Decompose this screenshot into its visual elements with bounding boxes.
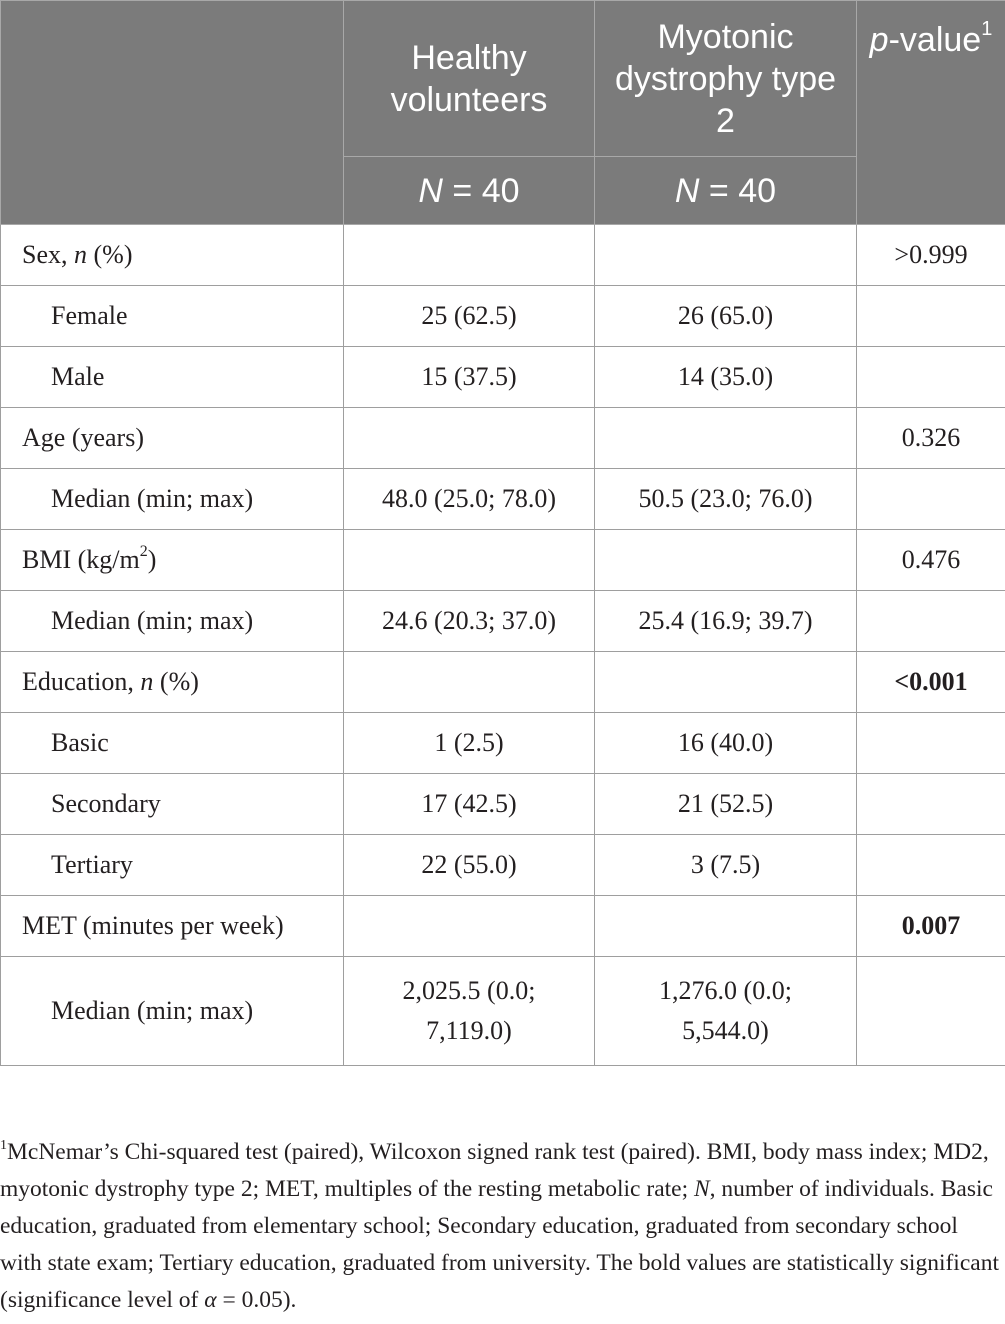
cell-md2 — [595, 530, 857, 591]
cell-md2 — [595, 225, 857, 286]
footnote-text-2: , number of individuals. Basic education, graduated from elementary school; Secondary education, graduated from secondary school with state exam; Tertiary education, graduated from university. The bold values are statistically significant (significance level of — [0, 1176, 999, 1313]
cell-p-value — [857, 835, 1005, 896]
footnote-n-italic: N — [693, 1176, 710, 1202]
row-label: Median (min; max) — [1, 957, 344, 1066]
header-p-italic: p — [869, 21, 889, 59]
cell-hv — [344, 530, 595, 591]
cell-hv — [344, 408, 595, 469]
row-label: Female — [1, 286, 344, 347]
table-row-age-median — [1, 469, 1005, 530]
cell-md2: 25.4 (16.9; 39.7) — [595, 591, 857, 652]
n-value-hv: = 40 — [442, 171, 520, 210]
cell-p-value: <0.001 — [857, 652, 1005, 713]
label-text: BMI (kg/m — [22, 545, 140, 574]
header-row — [1, 1, 1005, 157]
cell-p-value — [857, 713, 1005, 774]
cell-hv: 48.0 (25.0; 78.0) — [344, 469, 595, 530]
cell-hv — [344, 652, 595, 713]
label-italic: n — [74, 240, 87, 269]
row-label: Male — [1, 347, 344, 408]
label-text: Education, — [22, 667, 141, 696]
header-n-md2 — [595, 157, 857, 225]
cell-hv: 22 (55.0) — [344, 835, 595, 896]
row-label — [1, 225, 344, 286]
header-p-sup: 1 — [981, 17, 993, 40]
cell-hv — [344, 225, 595, 286]
cell-p-value — [857, 347, 1005, 408]
row-label: MET (minutes per week) — [1, 896, 344, 957]
row-label — [1, 530, 344, 591]
table-row-secondary — [1, 774, 1005, 835]
row-label: Basic — [1, 713, 344, 774]
cell-line-2: 5,544.0) — [682, 1016, 769, 1045]
cell-md2: 21 (52.5) — [595, 774, 857, 835]
footnote-text-1: McNemar’s Chi-squared test (paired), Wilcoxon signed rank test (paired). BMI, body mass index; MD2, myotonic dystrophy type 2; MET, multiples of the resting metabolic rate; — [0, 1139, 989, 1202]
table-row-age — [1, 408, 1005, 469]
row-label: Age (years) — [1, 408, 344, 469]
cell-p-value: >0.999 — [857, 225, 1005, 286]
cell-p-value — [857, 469, 1005, 530]
header-empty-cell — [1, 1, 344, 225]
table-row-bmi-median — [1, 591, 1005, 652]
footnote-alpha: α — [204, 1287, 217, 1313]
row-label: Secondary — [1, 774, 344, 835]
cell-p-value — [857, 957, 1005, 1066]
cell-hv: 1 (2.5) — [344, 713, 595, 774]
label-tail: ) — [147, 545, 157, 574]
cell-p-value — [857, 286, 1005, 347]
table-row-bmi — [1, 530, 1005, 591]
table-row-met — [1, 896, 1005, 957]
cell-md2: 26 (65.0) — [595, 286, 857, 347]
footnote-text-3: = 0.05). — [216, 1287, 297, 1313]
header-md2: Myotonic dystrophy type 2 — [595, 1, 857, 157]
cell-md2 — [595, 896, 857, 957]
header-p-value — [857, 1, 1005, 225]
footnote-sup: 1 — [0, 1138, 7, 1154]
label-italic: n — [140, 667, 154, 696]
label-tail: (%) — [153, 667, 199, 696]
cell-p-value — [857, 774, 1005, 835]
row-label: Median (min; max) — [1, 591, 344, 652]
cell-hv — [344, 957, 595, 1066]
cell-line-1: 2,025.5 (0.0; — [402, 976, 536, 1005]
cell-p-value: 0.007 — [857, 896, 1005, 957]
table-row-tertiary — [1, 835, 1005, 896]
label-sup: 2 — [139, 543, 148, 561]
cell-md2 — [595, 652, 857, 713]
table-row-sex — [1, 225, 1005, 286]
label-text: Sex, — [22, 240, 74, 269]
cell-p-value — [857, 591, 1005, 652]
cell-md2: 16 (40.0) — [595, 713, 857, 774]
cell-hv: 25 (62.5) — [344, 286, 595, 347]
cell-hv — [344, 896, 595, 957]
cell-md2 — [595, 957, 857, 1066]
cell-hv: 15 (37.5) — [344, 347, 595, 408]
cell-md2: 14 (35.0) — [595, 347, 857, 408]
cell-line-1: 1,276.0 (0.0; — [659, 976, 792, 1005]
n-italic-hv: N — [418, 171, 443, 210]
row-label — [1, 652, 344, 713]
cell-p-value: 0.476 — [857, 530, 1005, 591]
table-row-met-median — [1, 957, 1005, 1066]
n-value-md2: = 40 — [699, 171, 777, 210]
cell-md2 — [595, 408, 857, 469]
table-row-female — [1, 286, 1005, 347]
cell-hv: 17 (42.5) — [344, 774, 595, 835]
n-italic-md2: N — [674, 171, 700, 210]
header-n-healthy — [344, 157, 595, 225]
header-p-rest: -value — [888, 21, 982, 59]
row-label: Median (min; max) — [1, 469, 344, 530]
header-healthy-volunteers: Healthy volunteers — [344, 1, 595, 157]
table-row-basic — [1, 713, 1005, 774]
cell-md2: 50.5 (23.0; 76.0) — [595, 469, 857, 530]
table-row-male — [1, 347, 1005, 408]
cell-hv: 24.6 (20.3; 37.0) — [344, 591, 595, 652]
cell-md2: 3 (7.5) — [595, 835, 857, 896]
label-tail: (%) — [87, 240, 133, 269]
cell-p-value: 0.326 — [857, 408, 1005, 469]
row-label: Tertiary — [1, 835, 344, 896]
cell-line-2: 7,119.0) — [426, 1016, 512, 1045]
table-row-education — [1, 652, 1005, 713]
table-footnote — [0, 1134, 1005, 1319]
